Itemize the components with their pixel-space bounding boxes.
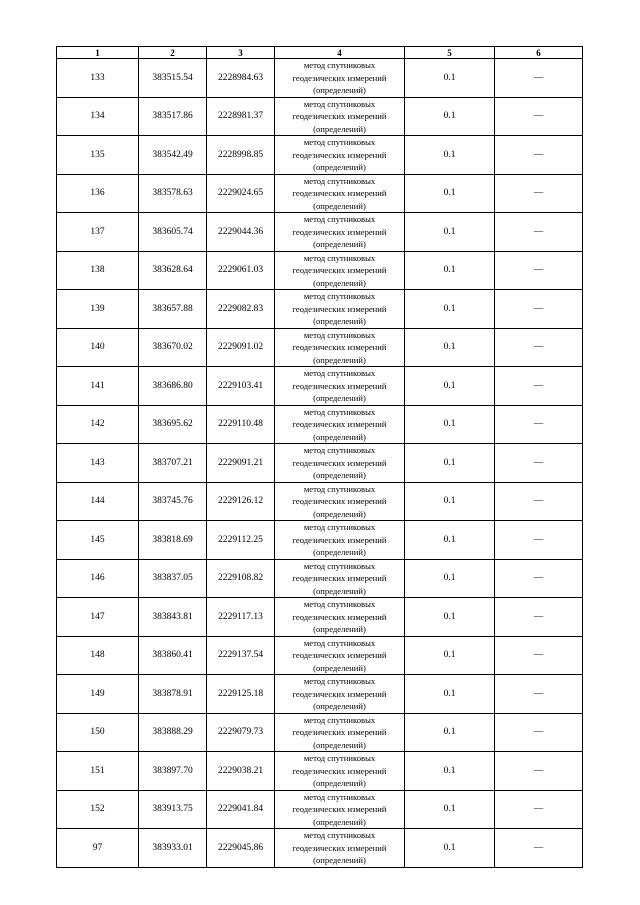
method-cell bbox=[275, 97, 405, 136]
column-header-3: 3 bbox=[207, 47, 275, 59]
method-text-line: (определений) bbox=[313, 316, 366, 326]
table-row bbox=[57, 59, 583, 98]
method-text-line: (определений) bbox=[313, 816, 366, 827]
note-dash: — bbox=[495, 444, 583, 483]
table-row bbox=[57, 213, 583, 252]
method-text-line: метод спутниковых bbox=[303, 637, 376, 648]
method-text-line: геодезических измерений bbox=[292, 72, 387, 83]
method-cell bbox=[275, 598, 405, 637]
point-number: 148 bbox=[57, 636, 139, 675]
method-text-line: геодезических измерений bbox=[292, 303, 387, 314]
method-text-line: метод спутниковых bbox=[303, 560, 376, 571]
table-row bbox=[57, 829, 583, 868]
point-number: 147 bbox=[57, 598, 139, 637]
point-number: 150 bbox=[57, 713, 139, 752]
point-number: 152 bbox=[57, 790, 139, 829]
column-header-5: 5 bbox=[405, 47, 495, 59]
method-text-line: геодезических измерений bbox=[292, 611, 387, 622]
table-row bbox=[57, 482, 583, 521]
note-dash: — bbox=[495, 97, 583, 136]
coordinate-y: 2229110.48 bbox=[207, 405, 275, 444]
note-dash: — bbox=[495, 675, 583, 714]
table-row bbox=[57, 598, 583, 637]
method-text-line: геодезических измерений bbox=[292, 765, 387, 776]
method-text-line: (определений) bbox=[313, 624, 366, 634]
accuracy-value: 0.1 bbox=[405, 713, 495, 752]
column-header-6: 6 bbox=[495, 47, 583, 59]
coordinate-x: 383745.76 bbox=[139, 482, 207, 521]
point-number: 135 bbox=[57, 136, 139, 175]
method-cell bbox=[275, 328, 405, 367]
method-text-line: метод спутниковых bbox=[303, 368, 376, 378]
method-text-line: метод спутниковых bbox=[303, 252, 376, 263]
method-text-line: метод спутниковых bbox=[303, 483, 376, 494]
note-dash: — bbox=[495, 829, 583, 868]
accuracy-value: 0.1 bbox=[405, 752, 495, 791]
table-row bbox=[57, 405, 583, 444]
method-text-line: (определений) bbox=[313, 470, 366, 480]
method-cell bbox=[275, 713, 405, 752]
method-text-line: (определений) bbox=[313, 508, 366, 519]
table-row bbox=[57, 97, 583, 136]
note-dash: — bbox=[495, 559, 583, 598]
coordinate-x: 383686.80 bbox=[139, 367, 207, 406]
method-text-line: геодезических измерений bbox=[292, 457, 387, 468]
note-dash: — bbox=[495, 367, 583, 406]
method-cell bbox=[275, 829, 405, 868]
method-text-line: (определений) bbox=[313, 239, 366, 249]
method-text-line: метод спутниковых bbox=[303, 445, 376, 455]
point-number: 138 bbox=[57, 251, 139, 290]
column-header-4: 4 bbox=[275, 47, 405, 59]
note-dash: — bbox=[495, 59, 583, 98]
method-text-line: метод спутниковых bbox=[303, 137, 376, 147]
coordinate-x: 383860.41 bbox=[139, 636, 207, 675]
note-dash: — bbox=[495, 482, 583, 521]
table-row bbox=[57, 559, 583, 598]
table-row bbox=[57, 521, 583, 560]
accuracy-value: 0.1 bbox=[405, 444, 495, 483]
method-text-line: (определений) bbox=[313, 431, 366, 442]
table-row bbox=[57, 444, 583, 483]
table-row bbox=[57, 790, 583, 829]
coordinate-y: 2229125.18 bbox=[207, 675, 275, 714]
method-text-line: метод спутниковых bbox=[303, 676, 376, 686]
method-text-line: геодезических измерений bbox=[292, 842, 387, 853]
method-text-line: геодезических измерений bbox=[292, 688, 387, 699]
method-text-line: (определений) bbox=[313, 85, 366, 95]
coordinate-x: 383888.29 bbox=[139, 713, 207, 752]
method-cell bbox=[275, 559, 405, 598]
coordinate-x: 383837.05 bbox=[139, 559, 207, 598]
accuracy-value: 0.1 bbox=[405, 598, 495, 637]
accuracy-value: 0.1 bbox=[405, 59, 495, 98]
coordinate-x: 383818.69 bbox=[139, 521, 207, 560]
note-dash: — bbox=[495, 713, 583, 752]
method-cell bbox=[275, 482, 405, 521]
note-dash: — bbox=[495, 136, 583, 175]
method-cell bbox=[275, 405, 405, 444]
coordinate-x: 383695.62 bbox=[139, 405, 207, 444]
method-text-line: метод спутниковых bbox=[303, 830, 376, 840]
point-number: 97 bbox=[57, 829, 139, 868]
coordinate-y: 2229061.03 bbox=[207, 251, 275, 290]
coordinate-x: 383878.91 bbox=[139, 675, 207, 714]
method-cell bbox=[275, 675, 405, 714]
method-text-line: (определений) bbox=[313, 277, 366, 288]
method-text-line: (определений) bbox=[313, 739, 366, 750]
method-text-line: (определений) bbox=[313, 585, 366, 596]
accuracy-value: 0.1 bbox=[405, 97, 495, 136]
method-text-line: (определений) bbox=[313, 662, 366, 673]
table-row bbox=[57, 290, 583, 329]
method-cell bbox=[275, 790, 405, 829]
coordinate-x: 383517.86 bbox=[139, 97, 207, 136]
coordinate-x: 383657.88 bbox=[139, 290, 207, 329]
method-cell bbox=[275, 59, 405, 98]
accuracy-value: 0.1 bbox=[405, 636, 495, 675]
table-row bbox=[57, 636, 583, 675]
accuracy-value: 0.1 bbox=[405, 251, 495, 290]
method-text-line: (определений) bbox=[313, 547, 366, 557]
method-text-line: геодезических измерений bbox=[292, 149, 387, 160]
method-text-line: (определений) bbox=[313, 354, 366, 365]
coordinate-y: 2229117.13 bbox=[207, 598, 275, 637]
point-number: 133 bbox=[57, 59, 139, 98]
method-text-line: геодезических измерений bbox=[292, 111, 387, 121]
method-text-line: метод спутниковых bbox=[303, 291, 376, 301]
accuracy-value: 0.1 bbox=[405, 367, 495, 406]
method-text-line: (определений) bbox=[313, 701, 366, 711]
coordinate-x: 383628.64 bbox=[139, 251, 207, 290]
method-text-line: (определений) bbox=[313, 393, 366, 403]
accuracy-value: 0.1 bbox=[405, 174, 495, 213]
coordinate-x: 383605.74 bbox=[139, 213, 207, 252]
method-text-line: метод спутниковых bbox=[303, 406, 376, 417]
point-number: 146 bbox=[57, 559, 139, 598]
coordinate-y: 2229045.86 bbox=[207, 829, 275, 868]
method-cell bbox=[275, 367, 405, 406]
accuracy-value: 0.1 bbox=[405, 790, 495, 829]
method-text-line: геодезических измерений bbox=[292, 804, 387, 814]
method-text-line: (определений) bbox=[313, 200, 366, 211]
note-dash: — bbox=[495, 174, 583, 213]
header-row bbox=[57, 47, 583, 59]
table-row bbox=[57, 367, 583, 406]
method-text-line: метод спутниковых bbox=[303, 60, 376, 70]
method-cell bbox=[275, 174, 405, 213]
method-text-line: метод спутниковых bbox=[303, 714, 376, 725]
coordinate-y: 2228981.37 bbox=[207, 97, 275, 136]
point-number: 136 bbox=[57, 174, 139, 213]
coordinate-y: 2228998.85 bbox=[207, 136, 275, 175]
note-dash: — bbox=[495, 598, 583, 637]
accuracy-value: 0.1 bbox=[405, 136, 495, 175]
column-header-1: 1 bbox=[57, 47, 139, 59]
coordinate-y: 2229103.41 bbox=[207, 367, 275, 406]
point-number: 140 bbox=[57, 328, 139, 367]
coordinate-x: 383707.21 bbox=[139, 444, 207, 483]
accuracy-value: 0.1 bbox=[405, 213, 495, 252]
column-header-2: 2 bbox=[139, 47, 207, 59]
accuracy-value: 0.1 bbox=[405, 521, 495, 560]
note-dash: — bbox=[495, 405, 583, 444]
coordinate-x: 383670.02 bbox=[139, 328, 207, 367]
point-number: 144 bbox=[57, 482, 139, 521]
accuracy-value: 0.1 bbox=[405, 675, 495, 714]
table-row bbox=[57, 752, 583, 791]
coordinate-x: 383933.01 bbox=[139, 829, 207, 868]
table-row bbox=[57, 174, 583, 213]
table-row bbox=[57, 675, 583, 714]
method-text-line: геодезических измерений bbox=[292, 496, 387, 506]
coordinate-x: 383897.70 bbox=[139, 752, 207, 791]
coordinate-y: 2229024.65 bbox=[207, 174, 275, 213]
method-text-line: геодезических измерений bbox=[292, 265, 387, 275]
coordinate-y: 2229091.21 bbox=[207, 444, 275, 483]
method-text-line: геодезических измерений bbox=[292, 573, 387, 583]
method-cell bbox=[275, 752, 405, 791]
point-number: 137 bbox=[57, 213, 139, 252]
coordinate-y: 2229108.82 bbox=[207, 559, 275, 598]
coordinate-y: 2229038.21 bbox=[207, 752, 275, 791]
point-number: 139 bbox=[57, 290, 139, 329]
method-cell bbox=[275, 521, 405, 560]
coordinate-x: 383843.81 bbox=[139, 598, 207, 637]
coordinate-y: 2229126.12 bbox=[207, 482, 275, 521]
coordinate-y: 2229112.25 bbox=[207, 521, 275, 560]
point-number: 145 bbox=[57, 521, 139, 560]
table-row bbox=[57, 713, 583, 752]
method-cell bbox=[275, 251, 405, 290]
coordinate-y: 2229091.02 bbox=[207, 328, 275, 367]
accuracy-value: 0.1 bbox=[405, 328, 495, 367]
method-cell bbox=[275, 136, 405, 175]
method-text-line: геодезических измерений bbox=[292, 342, 387, 352]
accuracy-value: 0.1 bbox=[405, 290, 495, 329]
point-number: 149 bbox=[57, 675, 139, 714]
method-text-line: метод спутниковых bbox=[303, 214, 376, 224]
method-text-line: геодезических измерений bbox=[292, 188, 387, 198]
method-text-line: (определений) bbox=[313, 778, 366, 788]
table-row bbox=[57, 328, 583, 367]
method-text-line: метод спутниковых bbox=[303, 98, 376, 109]
coordinates-table bbox=[56, 46, 583, 868]
point-number: 142 bbox=[57, 405, 139, 444]
accuracy-value: 0.1 bbox=[405, 482, 495, 521]
coordinate-y: 2229082.83 bbox=[207, 290, 275, 329]
table-body bbox=[57, 59, 583, 868]
note-dash: — bbox=[495, 752, 583, 791]
method-text-line: метод спутниковых bbox=[303, 599, 376, 609]
method-text-line: метод спутниковых bbox=[303, 329, 376, 340]
method-text-line: метод спутниковых bbox=[303, 522, 376, 532]
method-cell bbox=[275, 213, 405, 252]
method-text-line: (определений) bbox=[313, 162, 366, 172]
method-text-line: (определений) bbox=[313, 855, 366, 865]
method-cell bbox=[275, 290, 405, 329]
method-text-line: геодезических измерений bbox=[292, 727, 387, 737]
note-dash: — bbox=[495, 213, 583, 252]
coordinate-y: 2229041.84 bbox=[207, 790, 275, 829]
note-dash: — bbox=[495, 636, 583, 675]
note-dash: — bbox=[495, 328, 583, 367]
coordinate-x: 383515.54 bbox=[139, 59, 207, 98]
method-text-line: геодезических измерений bbox=[292, 226, 387, 237]
note-dash: — bbox=[495, 790, 583, 829]
point-number: 141 bbox=[57, 367, 139, 406]
method-text-line: геодезических измерений bbox=[292, 380, 387, 391]
note-dash: — bbox=[495, 251, 583, 290]
table-row bbox=[57, 251, 583, 290]
point-number: 151 bbox=[57, 752, 139, 791]
coordinate-y: 2229137.54 bbox=[207, 636, 275, 675]
method-text-line: метод спутниковых bbox=[303, 175, 376, 186]
table-row bbox=[57, 136, 583, 175]
coordinate-y: 2229044.36 bbox=[207, 213, 275, 252]
method-text-line: геодезических измерений bbox=[292, 419, 387, 429]
note-dash: — bbox=[495, 290, 583, 329]
note-dash: — bbox=[495, 521, 583, 560]
point-number: 143 bbox=[57, 444, 139, 483]
accuracy-value: 0.1 bbox=[405, 405, 495, 444]
method-cell bbox=[275, 636, 405, 675]
method-cell bbox=[275, 444, 405, 483]
accuracy-value: 0.1 bbox=[405, 559, 495, 598]
point-number: 134 bbox=[57, 97, 139, 136]
coordinate-x: 383913.75 bbox=[139, 790, 207, 829]
coordinate-x: 383578.63 bbox=[139, 174, 207, 213]
accuracy-value: 0.1 bbox=[405, 829, 495, 868]
method-text-line: геодезических измерений bbox=[292, 650, 387, 660]
method-text-line: (определений) bbox=[313, 123, 366, 134]
method-text-line: метод спутниковых bbox=[303, 753, 376, 763]
table-header bbox=[57, 47, 583, 59]
coordinate-x: 383542.49 bbox=[139, 136, 207, 175]
method-text-line: геодезических измерений bbox=[292, 534, 387, 545]
method-text-line: метод спутниковых bbox=[303, 791, 376, 802]
coordinate-y: 2229079.73 bbox=[207, 713, 275, 752]
coordinate-y: 2228984.63 bbox=[207, 59, 275, 98]
